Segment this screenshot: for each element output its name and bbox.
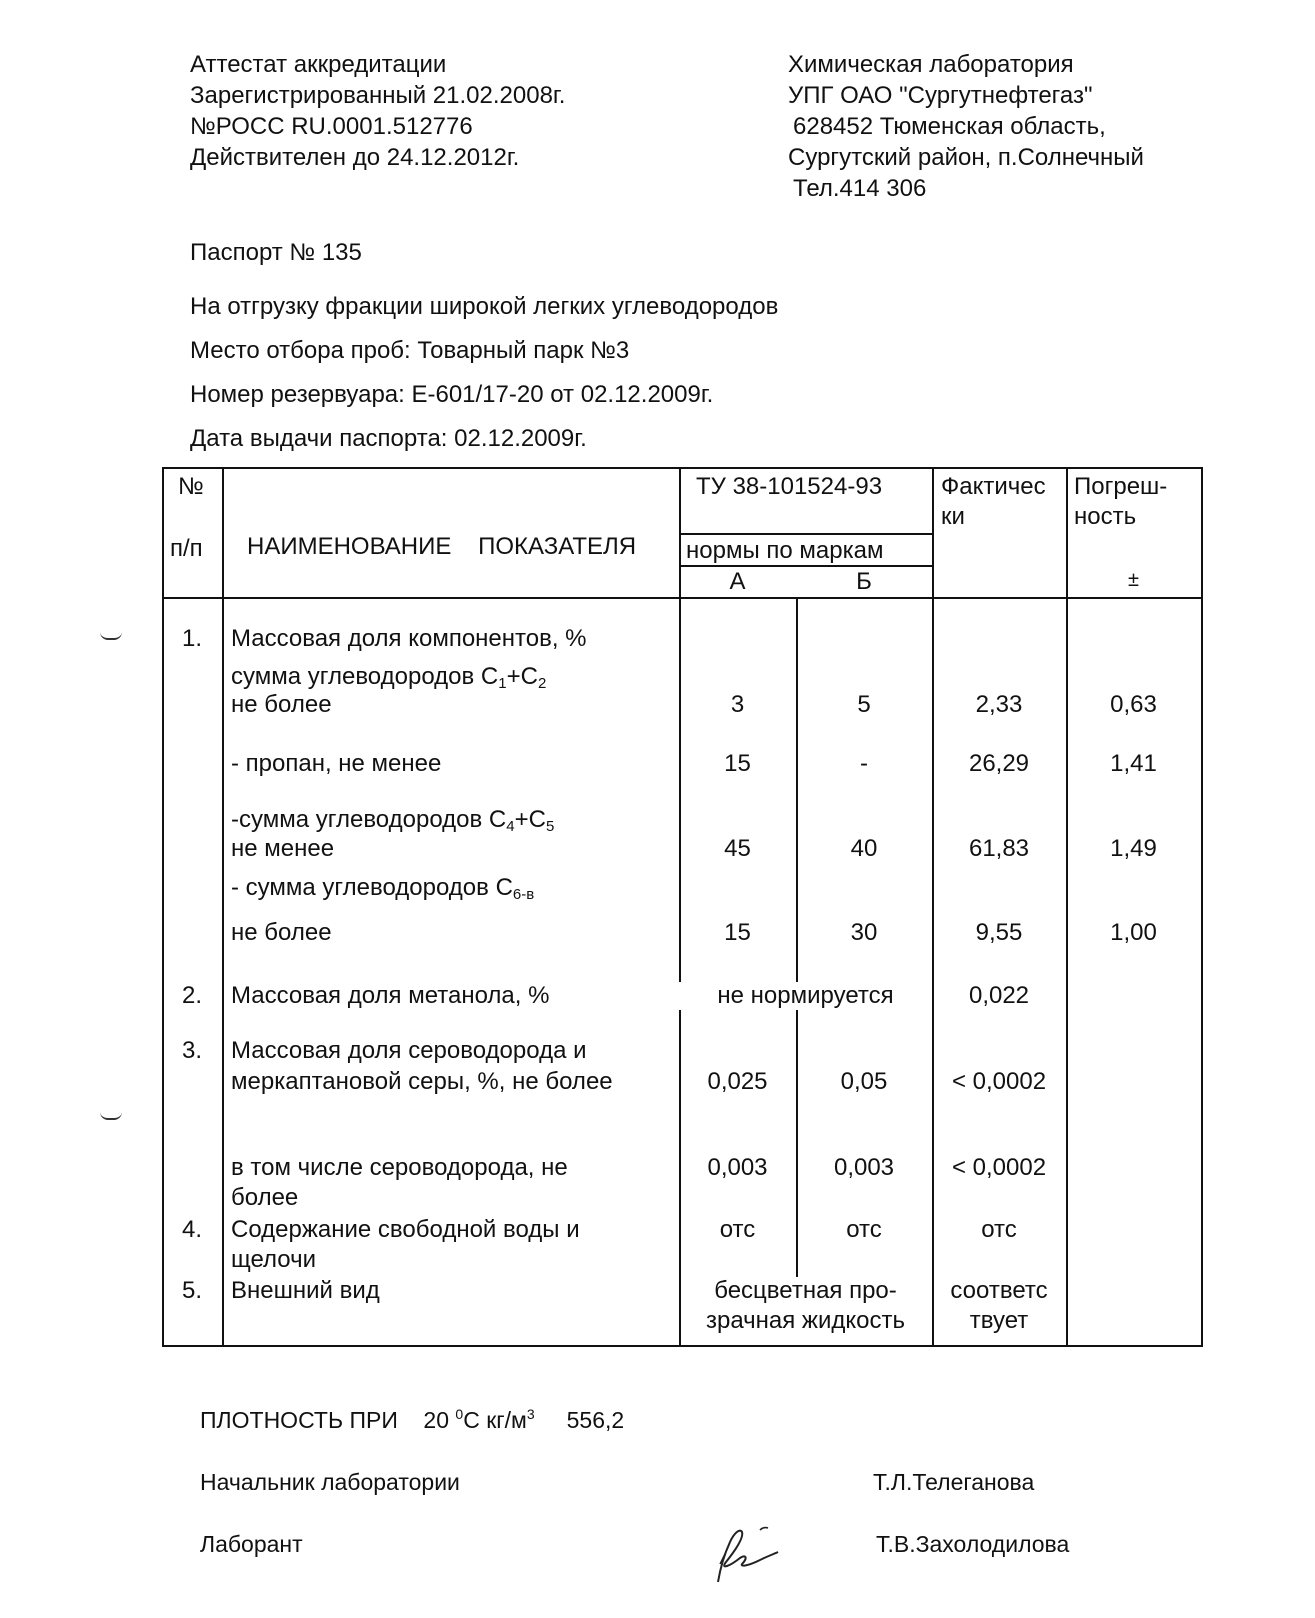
density-value: 556,2 [566, 1407, 625, 1433]
header-tu: ТУ 38-101524-93 [696, 473, 883, 500]
row-number: 5. [182, 1277, 203, 1304]
row-number: 4. [182, 1216, 203, 1243]
value-grade-b: 40 [850, 835, 878, 862]
lab-line: Химическая лаборатория [788, 51, 1074, 78]
row-text: - пропан, не менее [231, 750, 442, 777]
value-grade-a: 45 [724, 835, 751, 862]
margin-mark [100, 632, 122, 640]
row-text: Содержание свободной воды и [231, 1216, 580, 1243]
row-text: более [231, 1184, 299, 1211]
lab-line: 628452 Тюменская область, [793, 113, 1106, 140]
header-error: ность [1074, 503, 1137, 530]
value-actual: 2,33 [975, 691, 1023, 718]
passport-purpose: На отгрузку фракции широкой легких углеводородов [190, 293, 779, 320]
value-grade-a: 3 [730, 691, 745, 718]
issue-date: Дата выдачи паспорта: 02.12.2009г. [190, 425, 587, 452]
sample-place: Место отбора проб: Товарный парк №3 [190, 337, 630, 364]
density-line: ПЛОТНОСТЬ ПРИ 20 $^0$С $кг/м^3$ 556,2 [200, 1406, 625, 1433]
row-text: меркаптановой серы, %, не более [231, 1068, 613, 1095]
value-grade-b: 0,05 [840, 1068, 888, 1095]
accreditation-line: Зарегистрированный 21.02.2008г. [190, 82, 566, 109]
value-grade-a: отс [719, 1216, 756, 1243]
table-divider [679, 565, 932, 567]
table-divider [164, 597, 1201, 599]
head-name: Т.Л.Телеганова [873, 1469, 1035, 1495]
accreditation-block [190, 49, 565, 173]
margin-mark [100, 1112, 122, 1120]
header-num: № [178, 473, 204, 500]
row-number: 3. [182, 1037, 203, 1064]
value-error: 0,63 [1110, 691, 1157, 718]
table-divider [679, 469, 681, 1345]
table-divider [222, 469, 224, 1345]
value-grade-b: 30 [850, 919, 878, 946]
row-text: Массовая доля сероводорода и [231, 1037, 587, 1064]
row-text: Внешний вид [231, 1277, 380, 1304]
header-actual: ки [941, 503, 965, 530]
accreditation-line: Аттестат аккредитации [190, 51, 447, 78]
lab-line: Тел.414 306 [793, 175, 927, 202]
row-title: Массовая доля компонентов, % [231, 625, 587, 652]
table-divider [1066, 469, 1068, 1345]
row-text: не менее [231, 835, 335, 862]
value-norm: не нормируется [679, 982, 932, 1010]
head-title: Начальник лаборатории [200, 1469, 460, 1495]
value-actual: соответс [950, 1277, 1048, 1304]
lab-block [788, 49, 1144, 204]
value-actual: отс [981, 1216, 1017, 1243]
table-divider [679, 533, 932, 535]
accreditation-line: Действителен до 24.12.2012г. [190, 144, 520, 171]
lab-line: УПГ ОАО "Сургутнефтегаз" [788, 82, 1093, 109]
density-unit: С кг/м [463, 1407, 527, 1433]
header-norms: нормы по маркам [686, 537, 884, 564]
specification-table [162, 467, 1203, 1347]
value-actual: 26,29 [968, 750, 1030, 777]
assistant-title: Лаборант [200, 1531, 303, 1557]
header-num: п/п [170, 535, 203, 562]
value-grade-a: 0,003 [707, 1154, 768, 1181]
density-temp: 20 [423, 1407, 450, 1433]
row-text: щелочи [231, 1246, 317, 1273]
row-text: сумма углеводородов $C_1+C_2$ [231, 663, 547, 692]
value-grade-b: 0,003 [833, 1154, 895, 1181]
value-norm: зрачная жидкость [705, 1307, 906, 1334]
value-error: 1,00 [1110, 919, 1157, 946]
row-text: не более [231, 919, 332, 946]
value-grade-a: 15 [724, 919, 751, 946]
tank-number: Номер резервуара: Е-601/17-20 от 02.12.2009г. [190, 381, 714, 408]
header-error: Погреш- [1074, 473, 1168, 500]
header-actual: Фактичес [941, 473, 1046, 500]
row-number: 2. [182, 982, 203, 1009]
value-norm: бесцветная про- [714, 1277, 897, 1304]
assistant-name: Т.В.Захолодилова [876, 1531, 1070, 1557]
row-text: - сумма углеводородов $C_{6-в}$ [231, 874, 535, 903]
value-grade-b: 5 [857, 691, 871, 718]
value-grade-a: 15 [724, 750, 751, 777]
value-actual: < 0,0002 [951, 1154, 1047, 1181]
handwritten-signature [690, 1500, 800, 1590]
header-name: НАИМЕНОВАНИЕ ПОКАЗАТЕЛЯ [247, 533, 637, 560]
value-grade-b: - [860, 750, 868, 777]
value-actual: 0,022 [968, 982, 1030, 1009]
density-label: ПЛОТНОСТЬ ПРИ [200, 1407, 398, 1433]
value-error: 1,41 [1110, 750, 1157, 777]
header-grade-a: А [729, 568, 746, 595]
row-text: в том числе сероводорода, не [231, 1154, 568, 1181]
passport-number: Паспорт № 135 [190, 239, 362, 266]
value-actual: 61,83 [968, 835, 1030, 862]
value-grade-a: 0,025 [707, 1068, 768, 1095]
accreditation-line: №РОСС RU.0001.512776 [190, 113, 473, 140]
table-divider [932, 469, 934, 1345]
value-actual: 9,55 [975, 919, 1023, 946]
row-text: Массовая доля метанола, % [231, 982, 550, 1009]
row-text: не более [231, 691, 332, 718]
value-grade-b: отс [846, 1216, 882, 1243]
value-error: 1,49 [1110, 835, 1157, 862]
lab-line: Сургутский район, п.Солнечный [788, 144, 1144, 171]
header-error-sign: ± [1128, 569, 1139, 591]
value-actual: < 0,0002 [951, 1068, 1047, 1095]
row-number: 1. [182, 625, 203, 652]
value-actual: твует [969, 1307, 1029, 1334]
row-text: -сумма углеводородов $C_4+C_5$ [231, 806, 555, 835]
header-grade-b: Б [856, 568, 872, 595]
